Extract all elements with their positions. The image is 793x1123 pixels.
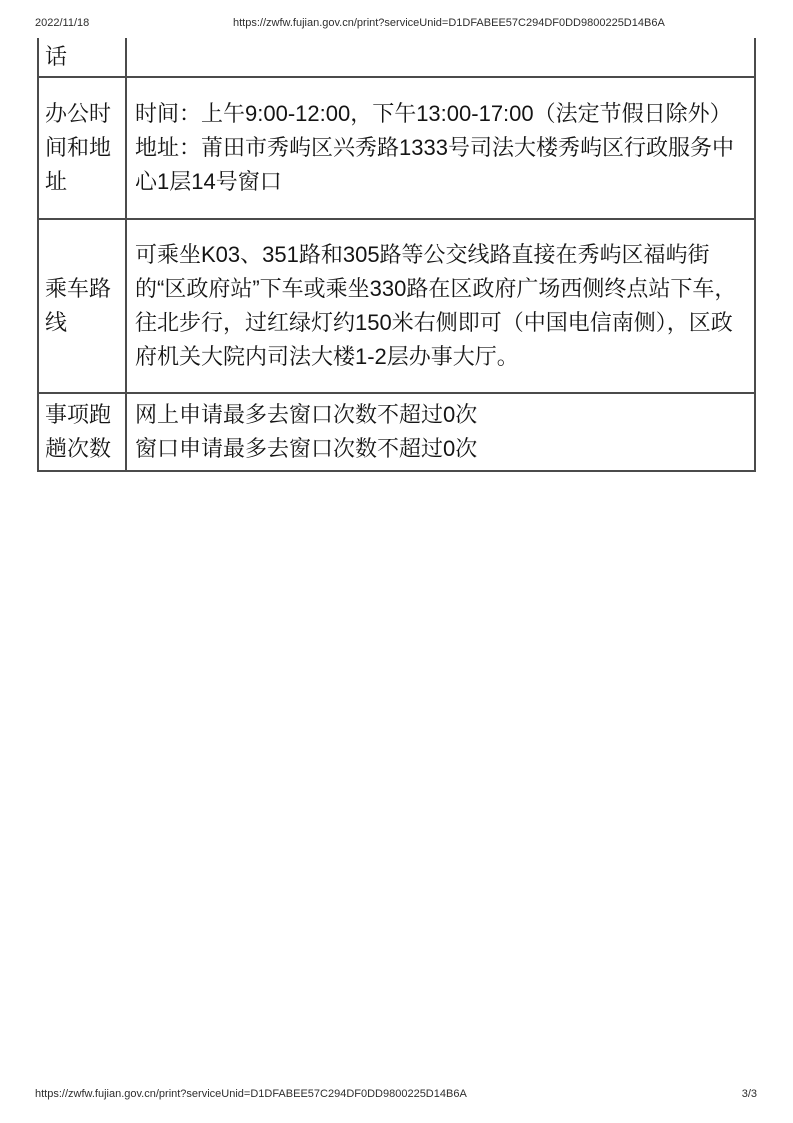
print-header-date: 2022/11/18 xyxy=(35,17,90,29)
service-info-table xyxy=(37,38,756,472)
row-content xyxy=(126,38,755,77)
row-content xyxy=(126,393,755,471)
table-row-office-hours-address xyxy=(38,77,755,219)
row-label: 事项跑趟次数 xyxy=(38,393,126,471)
print-header-url: https://zwfw.fujian.gov.cn/print?serviceUnid=D1DFABEE57C294DF0DD9800225D14B6A xyxy=(233,17,665,29)
row-content-line: 可乘坐K03、351路和305路等公交线路直接在秀屿区福屿街的“区政府站”下车或乘坐330路在区政府广场西侧终点站下车，往北步行，过红绿灯约150米右侧即可（中国电信南侧），区政府机关大院内司法大楼1-2层办事大厅。 xyxy=(135,242,737,369)
print-footer-url: https://zwfw.fujian.gov.cn/print?serviceUnid=D1DFABEE57C294DF0DD9800225D14B6A xyxy=(35,1088,467,1100)
print-footer-page-number: 3/3 xyxy=(741,1088,757,1100)
row-content xyxy=(126,219,755,393)
row-label: 乘车路线 xyxy=(38,219,126,393)
row-content xyxy=(126,77,755,219)
row-label: 话 xyxy=(38,38,126,77)
row-content-line: 时间：上午9:00-12:00，下午13:00-17:00（法定节假日除外） xyxy=(135,101,732,126)
table-row-bus-route xyxy=(38,219,755,393)
row-content-line: 地址：莆田市秀屿区兴秀路1333号司法大楼秀屿区行政服务中心1层14号窗口 xyxy=(135,135,734,194)
table-row-visit-counts xyxy=(38,393,755,471)
row-label: 办公时间和地址 xyxy=(38,77,126,219)
table-row-phone-continued xyxy=(38,38,755,77)
row-content-line: 窗口申请最多去窗口次数不超过0次 xyxy=(135,436,478,461)
row-content-line: 网上申请最多去窗口次数不超过0次 xyxy=(135,402,478,427)
